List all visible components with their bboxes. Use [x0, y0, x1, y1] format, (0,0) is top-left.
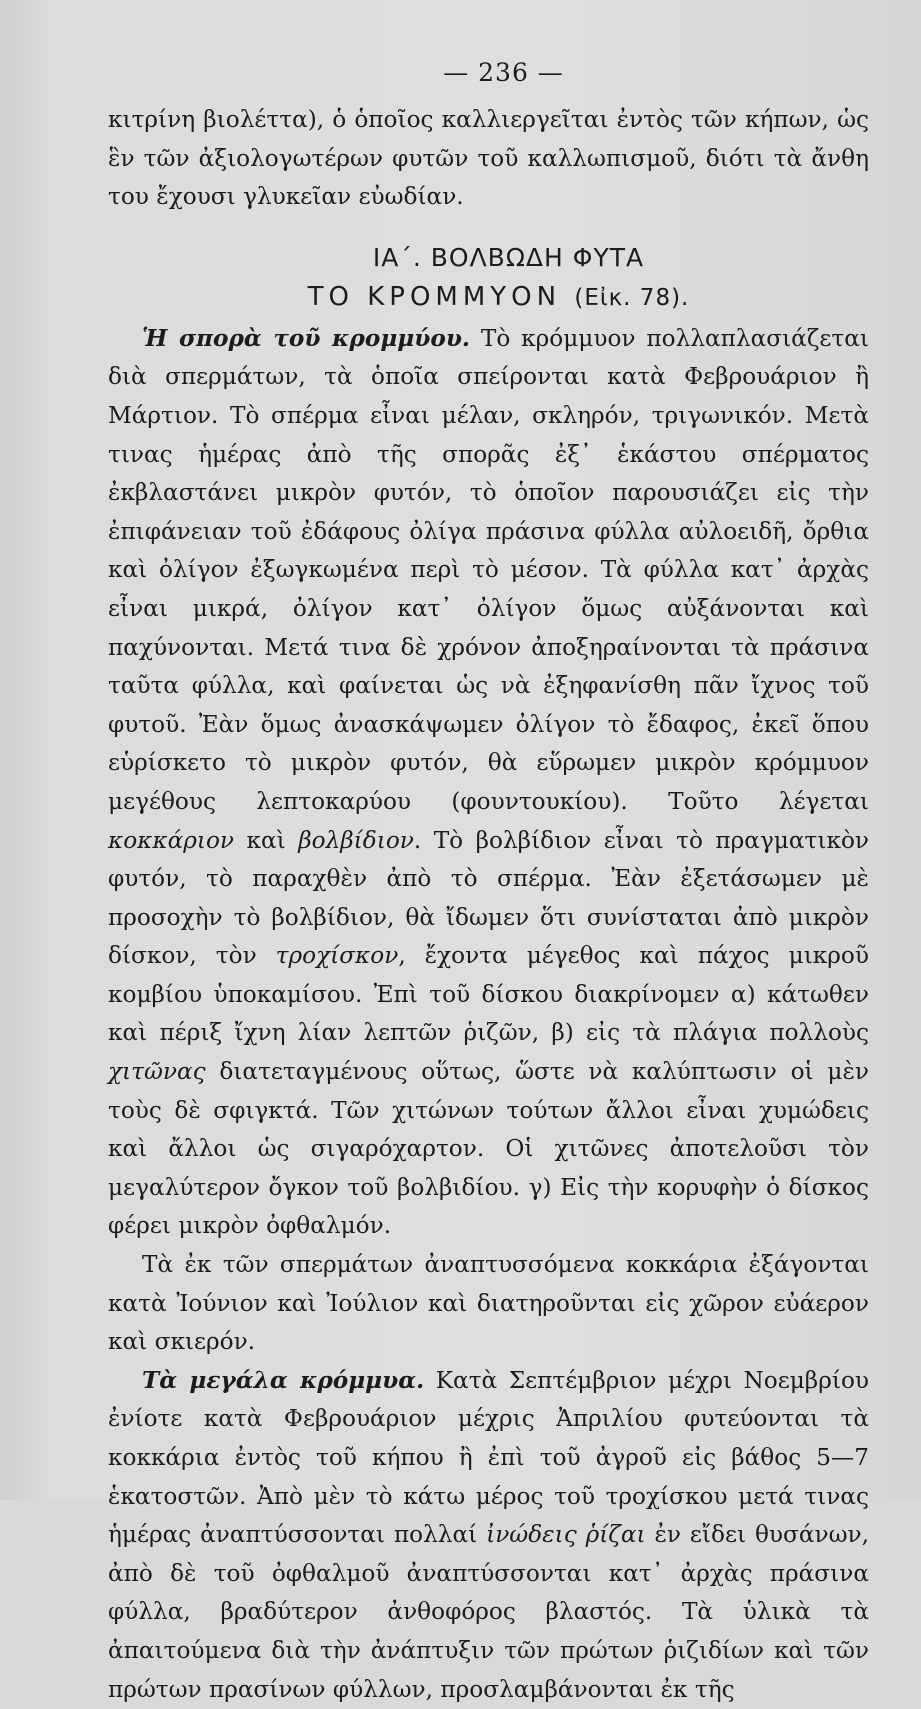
paragraph-heading: Ἡ σπορὰ τοῦ κρομμύου. [142, 324, 470, 352]
paragraph-text: Κατὰ Σεπτέμβριον μέχρι Νοεμβρίου ἐνίοτε κατὰ Φεβρουάριον μέχρις Ἀπριλίου φυτεύονται τὰ κοκκάρια ἐντὸς τοῦ κήπου ἢ ἐπὶ τοῦ ἀγροῦ εἰς βάθος 5—7 ἑκατοστῶν. Ἀπὸ μὲν τὸ κάτω μέρος τοῦ τροχίσκου μετά τινας ἡμέρας ἀναπτύσσονται πολλαί [108, 1366, 869, 1549]
paragraph-storage: Τὰ ἐκ τῶν σπερμάτων ἀναπτυσσόμενα κοκκάρια ἐξάγονται κατὰ Ἰούνιον καὶ Ἰούλιον καὶ διατηροῦνται εἰς χῶρον εὐάερον καὶ σκιερόν. [108, 1251, 869, 1356]
italic-term: χιτῶνας [108, 1058, 206, 1086]
figure-reference: (Εἰκ. 78). [574, 284, 690, 311]
subtitle-main: ΤΟ ΚΡΟΜΜΥΟΝ [307, 281, 562, 312]
paragraph-large-onions [108, 1362, 869, 1709]
paragraph-heading: Τὰ μεγάλα κρόμμυα. [142, 1366, 425, 1394]
paragraph-seed-sowing [108, 320, 869, 1246]
paragraph-text: καὶ [234, 826, 299, 854]
page-number: — 236 — [443, 58, 564, 87]
italic-term: τροχίσκον [275, 942, 399, 970]
italic-term: κοκκάριον [108, 826, 235, 854]
section-title: ΙΑ΄. ΒΟΛΒΩΔΗ ΦΥΤΑ [372, 242, 645, 272]
paragraph-text: . Τὸ βολβίδιον εἶναι τὸ πραγματικὸν φυτόν, τὸ παραχθὲν ἀπὸ τὸ σπέρμα. Ἐὰν ἐξετάσωμεν μὲ προσοχὴν τὸ βολβίδιον, θὰ ἴδωμεν ὅτι συνίσταται ἀπὸ μικρὸν δίσκον, τὸν [108, 826, 870, 970]
paragraph-text: , ἔχοντα μέγεθος καὶ πάχος μικροῦ κομβίου ὑποκαμίσου. Ἐπὶ τοῦ δίσκου διακρίνομεν α) κάτωθεν καὶ πέριξ ἴχνη λίαν λεπτῶν ῥιζῶν, β) εἰς τὰ πλάγια πολλοὺς [108, 942, 869, 1047]
paragraph-text: διατεταγμένους οὕτως, ὥστε νὰ καλύπτωσιν οἱ μὲν τοὺς δὲ σφιγκτά. Τῶν χιτώνων τούτων ἄλλοι εἶναι χυμώδεις καὶ ἄλλοι ὡς σιγαρόχαρτον. Οἱ χιτῶνες ἀποτελοῦσι τὸν μεγαλύτερον ὄγκον τοῦ βολβιδίου. γ) Εἰς τὴν κορυφὴν ὁ δίσκος φέρει μικρὸν ὀφθαλμόν. [108, 1058, 869, 1240]
italic-term: ἰνώδεις ῥίζαι [486, 1521, 646, 1549]
paragraph-text: ἐν εἴδει θυσάνων, ἀπὸ δὲ τοῦ ὀφθαλμοῦ ἀναπτύσσονται κατ᾽ ἀρχὰς πράσινα φύλλα, βραδύτερον ἀνθοφόρος βλαστός. Τὰ ὑλικὰ τὰ ἀπαιτούμενα διὰ τὴν ἀνάπτυξιν τῶν πρώτων ῥιζιδίων καὶ τῶν πρώτων πρασίνων φύλλων, προσλαμβάνονται ἐκ τῆς [108, 1521, 869, 1703]
intro-paragraph: κιτρίνη βιολέττα), ὁ ὁποῖος καλλιεργεῖται ἐντὸς τῶν κήπων, ὡς ἓν τῶν ἀξιολογωτέρων φυτῶν τοῦ καλλωπισμοῦ, διότι τὰ ἄνθη του ἔχουσι γλυκεῖαν εὐωδίαν. [108, 106, 869, 211]
italic-term: βολβίδιον [298, 826, 414, 854]
paragraph-text: Τὸ κρόμμυον πολλαπλασιάζεται διὰ σπερμάτων, τὰ ὁποῖα σπείρονται κατὰ Φεβρουάριον ἢ Μάρτιον. Τὸ σπέρμα εἶναι μέλαν, σκληρόν, τριγωνικόν. Μετὰ τινας ἡμέρας ἀπὸ τῆς σπορᾶς ἐξ᾽ ἑκάστου σπέρματος ἐκβλαστάνει μικρὸν φυτόν, τὸ ὁποῖον παρουσιάζει εἰς τὴν ἐπιφάνειαν τοῦ ἐδάφους ὀλίγα πράσινα φύλλα αὐλοειδῆ, ὄρθια καὶ ὀλίγον ἐξωγκωμένα περὶ τὸ μέσον. Τὰ φύλλα κατ᾽ ἀρχὰς εἶναι μικρά, ὀλίγον κατ᾽ ὀλίγον ὅμως αὐξάνονται καὶ παχύνονται. Μετά τινα δὲ χρόνον ἀποξηραίνονται τὰ πράσινα ταῦτα φύλλα, καὶ φαίνεται ὡς νὰ ἐξηφανίσθη πᾶν ἴχνος τοῦ φυτοῦ. Ἐὰν ὅμως ἀνασκάψωμεν ὀλίγον τὸ ἔδαφος, ἐκεῖ ὅπου εὑρίσκετο τὸ μικρὸν φυτόν, θὰ εὕρωμεν μικρὸν κρόμμυον μεγέθους λεπτοκαρύου (φουντουκίου). Τοῦτο λέγεται [108, 324, 869, 815]
subtitle [128, 282, 869, 312]
